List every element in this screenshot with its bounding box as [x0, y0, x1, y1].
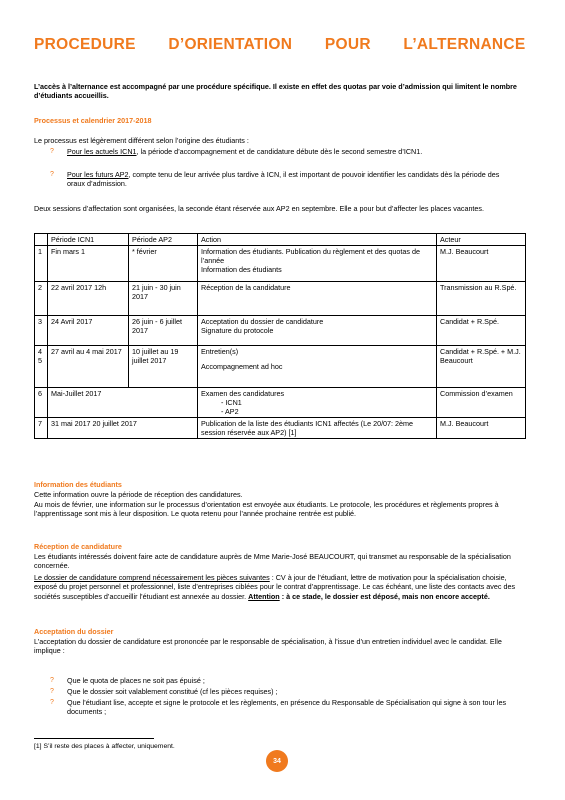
table-cell: * février: [129, 246, 198, 282]
table-cell: Réception de la candidature: [198, 282, 437, 316]
table-cell: 3: [35, 316, 48, 346]
schedule-table: [34, 233, 526, 439]
table-cell: Mai-Juillet 2017: [48, 388, 198, 418]
table-cell: Commission d’examen: [437, 388, 526, 418]
table-cell: 26 juin - 6 juillet 2017: [129, 316, 198, 346]
reception-paragraph-1: Les étudiants intéressés doivent faire acte de candidature auprès de Mme Marie-José BEAUCOURT, qui transmet au responsable de la spécialisation concernée.: [34, 552, 511, 571]
table-header: Période ICN1: [48, 234, 129, 246]
bullet-icn1-text: , la période d’accompagnement et de candidature débute dès le second semestre d’ICN1.: [136, 147, 423, 156]
table-cell: 22 avril 2017 12h: [48, 282, 129, 316]
table-cell: 27 avril au 4 mai 2017: [48, 346, 129, 388]
table-cell: Information des étudiants. Publication du règlement et des quotas de l’année Information des étudiants: [198, 246, 437, 282]
page-number: 34: [266, 750, 288, 772]
footnote: [1] S’il reste des places à affecter, uniquement.: [34, 743, 175, 750]
table-cell: Candidat + R.Spé. + M.J. Beaucourt: [437, 346, 526, 388]
table-row: [35, 246, 526, 282]
table-cell: 1: [35, 246, 48, 282]
intro-paragraph: L’accès à l’alternance est accompagné par une procédure spécifique. Il existe en effet des quotas par voie d’admission qui limitent le nombre d’étudiants accueillis.: [34, 82, 517, 101]
table-header-row: [35, 234, 526, 246]
sessions-paragraph: Deux sessions d’affectation sont organisées, la seconde étant réservée aux AP2 en septembre. Elle a pour but d’affecter les places vacantes.: [34, 204, 485, 213]
table-cell: Candidat + R.Spé.: [437, 316, 526, 346]
table-row: [35, 418, 526, 439]
attention-label: Attention: [248, 591, 280, 601]
table-cell: 10 juillet au 19 juillet 2017: [129, 346, 198, 388]
table-cell: Publication de la liste des étudiants ICN1 affectés (Le 20/07: 2ème session réservée aux AP2) [1]: [198, 418, 437, 439]
bullet-ap2-label: Pour les futurs AP2: [67, 170, 129, 179]
table-row: [35, 282, 526, 316]
table-cell: Acceptation du dossier de candidature Signature du protocole: [198, 316, 437, 346]
table-cell: 24 Avril 2017: [48, 316, 129, 346]
section-heading-acceptation: Acceptation du dossier: [34, 627, 114, 636]
table-cell: 7: [35, 418, 48, 439]
info-paragraph-2: Au mois de février, une information sur le processus d’orientation est envoyée aux étudiants. Le protocole, les procédures et règlements propres à l’apprentissage sont mis à leur disposition. Le quota retenu pour l’année prochaine rentrée est publié.: [34, 500, 499, 519]
document-page: PROCEDURE D’ORIENTATION POUR L’ALTERNANCE L’accès à l’alternance est accompagné par une procédure spécifique. Il existe en effet des quotas par voie d’admission qui limitent le nombre d’étudiants accueillis. Processus et calendrier 2017-2018 Le processus est légèrement différent selon l’origine des étudiants : ? Pour les actuels ICN1, la période d’accompagnement et de candidature débute dès le second semestre d’ICN1. ? Pour les futurs AP2, compte tenu de leur arrivée plus tardive à ICN, il est important de pouvoir identifier les candidats dès la période des oraux d’admission. Deux sessions d’affectation sont organisées, la seconde étant réservée aux AP2 en septembre. Elle a pour but d’affecter les places vacantes. Période ICN1 Période AP2 Action Acteur 1 Fin mars 1 * février Information des étudiants. Publication du règlement et des quotas de l’année Information des étudiants M.J. Beaucourt 2 22 avril 2017 12h 21 juin - 30 juin 2017 Réception de la candidature Transmission au R.Spé. 3 24 Avril 2017 26 juin - 6 juillet 2017 Acceptation du dossier de candidature Signature du protocole Candidat + R.Spé. 4 5 27 avril au 4 mai 2017 10 juillet au 19 juillet 2017 Entretien(s) Accompagnement ad hoc Candidat + R.Spé. + M.J. Beaucourt 6 Mai-Juillet 2017 Examen des candidatures - ICN1 - AP2 Commission d’examen 7 31 mai 2017 20 juillet 2017 Publication de la liste des étudiants ICN1 affectés (Le 20/07: 2ème session réservée aux AP2) [1] M.J. Beaucourt Information des étudiants Cette information ouvre la période de réception des candidatures. Au mois de février, une information sur le processus d’orientation est envoyée aux étudiants. Le protocole, les procédures et règlements propres à l’apprentissage sont mis à leur disposition. Le quota retenu pour l’année prochaine rentrée est publié. Réception de candidature Les étudiants intéressés doivent faire acte de candidature auprès de Mme Marie-José BEAUCOURT, qui transmet au responsable de la spécialisation concernée. Le dossier de candidature comprend nécessairement les pièces suivantes : CV à jour de l’étudiant, lettre de motivation pour la spécialisation choisie, exposé du projet personnel et professionnel, liste d’entreprises ciblées pour le contrat d’apprentissage. Le cas échéant, une liste des contacts avec des sociétés susceptibles d’accueillir l’étudiant est annexée au dossier. Attention : à ce stade, le dossier est déposé, mais non encore accepté. Acceptation du dossier L’acceptation du dossier de candidature est prononcée par le responsable de spécialisation, à l’issue d’un entretien individuel avec le candidat. Elle implique : ? Que le quota de places ne soit pas épuisé ; ? Que le dossier soit valablement constitué (cf les pièces requises) ; ? Que l’étudiant lise, accepte et signe le protocole et les règlements, en présence du Responsable de Spécialisation qui signe à son tour les documents ; [1] S’il reste des places à affecter, uniquement. 34: [0, 0, 565, 800]
section-heading-processus: Processus et calendrier 2017-2018: [34, 116, 152, 125]
table-cell: M.J. Beaucourt: [437, 246, 526, 282]
section-heading-reception: Réception de candidature: [34, 542, 122, 551]
table-header: Période AP2: [129, 234, 198, 246]
bullet-mark: ?: [50, 171, 54, 178]
process-lead: Le processus est légèrement différent selon l’origine des étudiants :: [34, 136, 249, 145]
bullet-mark: ?: [50, 688, 54, 695]
table-cell: Fin mars 1: [48, 246, 129, 282]
table-cell: Examen des candidatures - ICN1 - AP2: [198, 388, 437, 418]
table-cell: Transmission au R.Spé.: [437, 282, 526, 316]
table-cell: M.J. Beaucourt: [437, 418, 526, 439]
bullet-mark: ?: [50, 699, 54, 706]
table-row: [35, 316, 526, 346]
table-cell: Entretien(s) Accompagnement ad hoc: [198, 346, 437, 388]
table-cell: 2: [35, 282, 48, 316]
table-row: [35, 346, 526, 388]
bullet-ap2-text: , compte tenu de leur arrivée plus tardive à ICN, il est important de pouvoir identifier les candidats dès la période des oraux d’admission.: [67, 170, 500, 189]
bullet-icn1-label: Pour les actuels ICN1: [67, 147, 137, 156]
table-row: [35, 388, 526, 418]
table-cell: 6: [35, 388, 48, 418]
bullet-mark: ?: [50, 677, 54, 684]
footnote-divider: [34, 738, 154, 739]
acceptation-paragraph: L’acceptation du dossier de candidature est prononcée par le responsable de spécialisation, à l’issue d’un entretien individuel avec le candidat. Elle implique :: [34, 637, 502, 656]
info-paragraph-1: Cette information ouvre la période de réception des candidatures.: [34, 490, 243, 499]
page-title: PROCEDURE D’ORIENTATION POUR L’ALTERNANCE: [34, 36, 526, 53]
bullet-mark: ?: [50, 148, 54, 155]
table-header: Action: [198, 234, 437, 246]
table-cell: 31 mai 2017 20 juillet 2017: [48, 418, 198, 439]
table-cell: 21 juin - 30 juin 2017: [129, 282, 198, 316]
table-header: [35, 234, 48, 246]
table-header: Acteur: [437, 234, 526, 246]
table-cell: 4 5: [35, 346, 48, 388]
section-heading-information: Information des étudiants: [34, 480, 122, 489]
reception-paragraph-2: Le dossier de candidature comprend nécessairement les pièces suivantes : CV à jour de l’étudiant, lettre de motivation pour la spécialisation choisie, exposé du projet personnel et professionnel, liste d’entreprises ciblées pour le contrat d’apprentissage. Le cas échéant, une liste des contacts avec des sociétés susceptibles d’accueillir l’étudiant est annexée au dossier. Attention : à ce stade, le dossier est déposé, mais non encore accepté.: [34, 573, 516, 601]
